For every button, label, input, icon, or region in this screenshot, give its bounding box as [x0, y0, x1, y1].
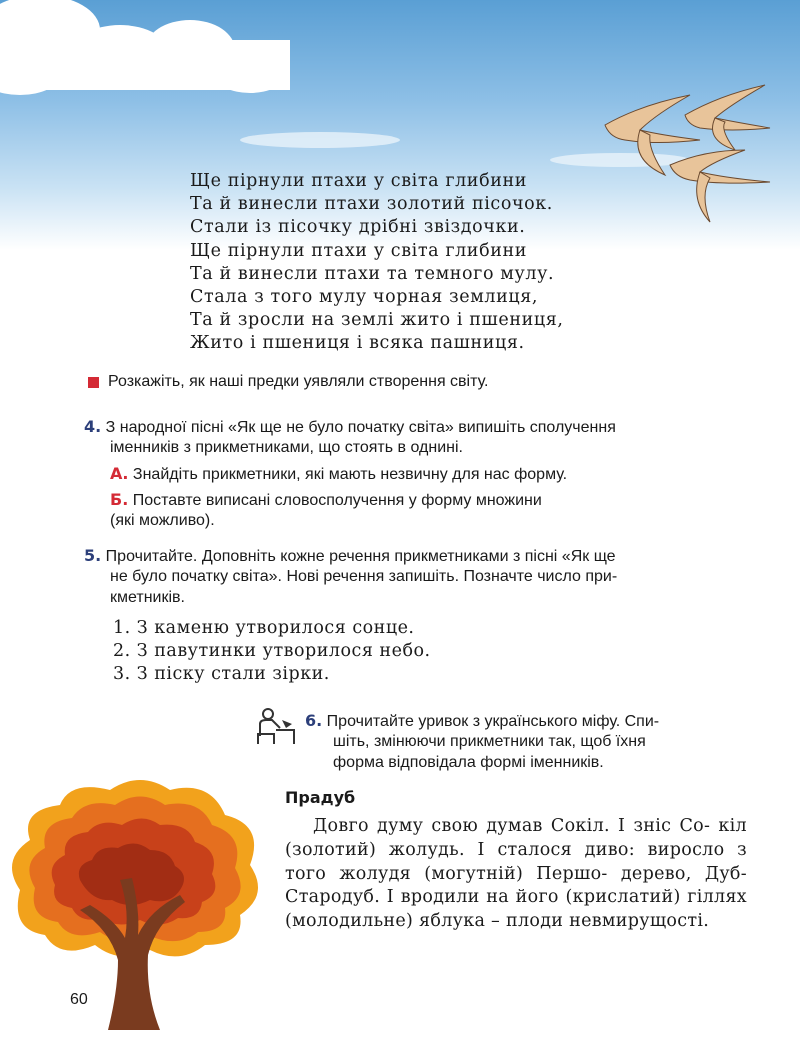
poem-line: Та й зросли на землі жито і пшениця, — [190, 310, 564, 331]
page-number: 60 — [70, 991, 88, 1008]
list-item: 3. З піску стали зірки. — [113, 664, 330, 684]
clouds — [0, 0, 290, 95]
option-b-text: Поставте виписані словосполучення у форму множини — [132, 492, 542, 509]
task-4-b — [110, 489, 542, 511]
story-title: Прадуб — [285, 788, 356, 807]
task-text: кметників. — [110, 589, 185, 606]
option-b-text: (які можливо). — [110, 512, 215, 529]
story-line: плоди невмирущості. — [505, 911, 710, 932]
task-text: Прочитайте уривок з українського міфу. Спи- — [326, 713, 660, 730]
story-line: виросло з того жолудя (могутній) Першо- — [285, 839, 747, 884]
task-4-line-2 — [110, 437, 463, 458]
poem-line: Стали із пісочку дрібні звіздочки. — [190, 217, 526, 238]
autumn-oak-tree-illustration — [0, 770, 270, 1030]
writing-student-icon — [254, 706, 298, 746]
story-line: Довго думу свою думав Сокіл. І зніс Со- — [313, 816, 711, 836]
task-4 — [84, 416, 616, 438]
task-text: не було початку світа». Нові речення запишіть. Позначте число при- — [110, 568, 618, 585]
task-4-b-line-2 — [110, 510, 215, 531]
poem-line: Ще пірнули птахи у світа глибини — [190, 171, 527, 191]
task-number: 4. — [84, 417, 102, 436]
option-a-text: Знайдіть прикметники, які мають незвичну для нас форму. — [132, 466, 568, 483]
task-number: 6. — [305, 711, 323, 730]
task-number: 5. — [84, 546, 102, 565]
poem-line: Жито і пшениця і всяка пашниця. — [190, 333, 525, 354]
story-line: кіл (золотий) жолудь. І сталося диво: — [285, 816, 747, 860]
poem-line: Ще пірнули птахи у світа глибини — [190, 240, 527, 261]
story-line: (крислатий) гіллях (молодильне) яблука – — [285, 887, 747, 932]
story-text — [285, 815, 747, 934]
task-text: шіть, змінюючи прикметники так, щоб їхня — [333, 733, 646, 750]
task-text: З народної пісні «Як ще не було початку світа» випишіть сполучення — [105, 419, 616, 436]
option-letter-b: Б. — [110, 490, 129, 509]
list-item: 2. З павутинки утворилося небо. — [113, 641, 431, 661]
task-text: форма відповідала формі іменників. — [333, 754, 604, 771]
task-5 — [84, 545, 616, 567]
task-5-line-3 — [110, 587, 185, 608]
task-5-line-2 — [110, 566, 617, 587]
sentence-list — [113, 617, 431, 686]
poem-line: Стала з того мулу чорная землиця, — [190, 287, 539, 308]
task-text: іменників з прикметниками, що стоять в однині. — [110, 439, 463, 456]
task-6 — [305, 710, 659, 732]
option-letter-a: А. — [110, 464, 129, 483]
task-6-line-2 — [333, 731, 646, 752]
bullet-question — [88, 373, 488, 391]
task-4-a — [110, 463, 567, 485]
bullet-question-text: Розкажіть, як наші предки уявляли створення світу. — [108, 373, 489, 390]
poem-verse — [190, 170, 564, 356]
story-line: дерево, Дуб-Стародуб. І вродили на його — [285, 863, 747, 908]
poem-line: Та й винесли птахи та темного мулу. — [190, 263, 555, 284]
task-6-line-3 — [333, 752, 604, 773]
poem-line: Та й винесли птахи золотий пісочок. — [190, 194, 553, 215]
list-item: 1. З каменю утворилося сонце. — [113, 618, 415, 638]
red-square-bullet-icon — [88, 377, 99, 388]
task-text: Прочитайте. Доповніть кожне речення прикметниками з пісні «Як ще — [105, 548, 616, 565]
